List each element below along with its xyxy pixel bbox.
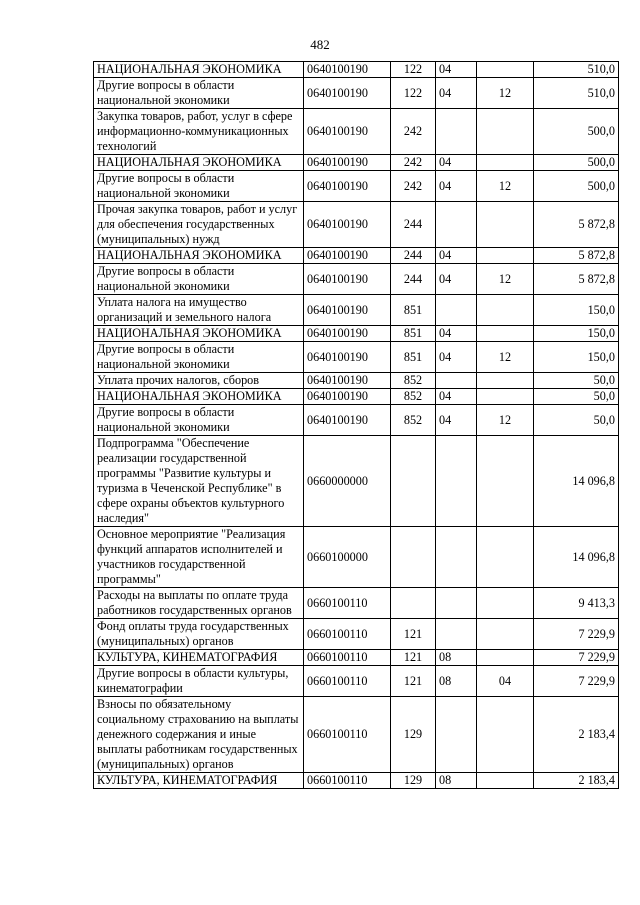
expense-type-cell: [391, 588, 436, 619]
row-name-cell: Основное мероприятие "Реализация функций аппаратов исполнителей и участников государственной программы": [94, 527, 304, 588]
row-name-cell: Другие вопросы в области культуры, кинематографии: [94, 666, 304, 697]
amount-cell: 14 096,8: [534, 527, 619, 588]
row-name-cell: Уплата налога на имущество организаций и земельного налога: [94, 295, 304, 326]
section-cell: [436, 295, 477, 326]
table-row: [94, 248, 619, 264]
amount-cell: 50,0: [534, 405, 619, 436]
target-code-cell: 0660100110: [304, 588, 391, 619]
section-cell: [436, 697, 477, 773]
table-row: [94, 666, 619, 697]
section-cell: 08: [436, 650, 477, 666]
amount-cell: 14 096,8: [534, 436, 619, 527]
table-row: [94, 373, 619, 389]
row-name-cell: Другие вопросы в области национальной экономики: [94, 264, 304, 295]
table-row: [94, 202, 619, 248]
table-row: [94, 295, 619, 326]
subsection-cell: [477, 588, 534, 619]
target-code-cell: 0640100190: [304, 405, 391, 436]
row-name-cell: НАЦИОНАЛЬНАЯ ЭКОНОМИКА: [94, 389, 304, 405]
row-name-cell: НАЦИОНАЛЬНАЯ ЭКОНОМИКА: [94, 248, 304, 264]
amount-cell: 150,0: [534, 295, 619, 326]
section-cell: 04: [436, 78, 477, 109]
amount-cell: 2 183,4: [534, 697, 619, 773]
expense-type-cell: 852: [391, 405, 436, 436]
row-name-cell: КУЛЬТУРА, КИНЕМАТОГРАФИЯ: [94, 773, 304, 789]
expense-type-cell: 244: [391, 202, 436, 248]
budget-table-body: [94, 62, 619, 789]
table-row: [94, 697, 619, 773]
section-cell: 04: [436, 171, 477, 202]
section-cell: 04: [436, 264, 477, 295]
amount-cell: 150,0: [534, 342, 619, 373]
subsection-cell: 12: [477, 78, 534, 109]
section-cell: 04: [436, 248, 477, 264]
row-name-cell: НАЦИОНАЛЬНАЯ ЭКОНОМИКА: [94, 62, 304, 78]
expense-type-cell: 851: [391, 295, 436, 326]
subsection-cell: [477, 389, 534, 405]
subsection-cell: 12: [477, 342, 534, 373]
amount-cell: 50,0: [534, 373, 619, 389]
expense-type-cell: 121: [391, 650, 436, 666]
target-code-cell: 0660100000: [304, 527, 391, 588]
expense-type-cell: 242: [391, 155, 436, 171]
target-code-cell: 0640100190: [304, 109, 391, 155]
table-row: [94, 264, 619, 295]
section-cell: 08: [436, 666, 477, 697]
row-name-cell: Другие вопросы в области национальной экономики: [94, 405, 304, 436]
section-cell: 04: [436, 405, 477, 436]
table-row: [94, 62, 619, 78]
budget-table: [93, 61, 619, 789]
table-row: [94, 78, 619, 109]
amount-cell: 510,0: [534, 78, 619, 109]
row-name-cell: Другие вопросы в области национальной экономики: [94, 78, 304, 109]
row-name-cell: Другие вопросы в области национальной экономики: [94, 171, 304, 202]
subsection-cell: [477, 373, 534, 389]
row-name-cell: Закупка товаров, работ, услуг в сфере информационно-коммуникационных технологий: [94, 109, 304, 155]
subsection-cell: [477, 436, 534, 527]
target-code-cell: 0640100190: [304, 326, 391, 342]
amount-cell: 7 229,9: [534, 619, 619, 650]
target-code-cell: 0640100190: [304, 373, 391, 389]
table-row: [94, 405, 619, 436]
subsection-cell: [477, 527, 534, 588]
section-cell: 04: [436, 62, 477, 78]
row-name-cell: Подпрограмма "Обеспечение реализации государственной программы "Развитие культуры и туризма в Чеченской Республике" в сфере охраны объектов культурного наследия": [94, 436, 304, 527]
expense-type-cell: 122: [391, 78, 436, 109]
section-cell: [436, 588, 477, 619]
target-code-cell: 0640100190: [304, 295, 391, 326]
amount-cell: 5 872,8: [534, 248, 619, 264]
table-row: [94, 389, 619, 405]
amount-cell: 500,0: [534, 109, 619, 155]
amount-cell: 5 872,8: [534, 264, 619, 295]
row-name-cell: Прочая закупка товаров, работ и услуг для обеспечения государственных (муниципальных) нужд: [94, 202, 304, 248]
target-code-cell: 0640100190: [304, 202, 391, 248]
subsection-cell: [477, 773, 534, 789]
amount-cell: 7 229,9: [534, 650, 619, 666]
row-name-cell: Взносы по обязательному социальному страхованию на выплаты денежного содержания и иные выплаты работникам государственных (муниципальных) органов: [94, 697, 304, 773]
table-row: [94, 650, 619, 666]
target-code-cell: 0640100190: [304, 78, 391, 109]
expense-type-cell: 852: [391, 389, 436, 405]
expense-type-cell: 242: [391, 171, 436, 202]
amount-cell: 7 229,9: [534, 666, 619, 697]
subsection-cell: [477, 295, 534, 326]
amount-cell: 150,0: [534, 326, 619, 342]
section-cell: [436, 373, 477, 389]
row-name-cell: КУЛЬТУРА, КИНЕМАТОГРАФИЯ: [94, 650, 304, 666]
subsection-cell: [477, 248, 534, 264]
table-row: [94, 342, 619, 373]
table-row: [94, 773, 619, 789]
target-code-cell: 0640100190: [304, 264, 391, 295]
expense-type-cell: 129: [391, 697, 436, 773]
page-number: 482: [310, 37, 330, 52]
section-cell: 04: [436, 326, 477, 342]
row-name-cell: НАЦИОНАЛЬНАЯ ЭКОНОМИКА: [94, 326, 304, 342]
target-code-cell: 0640100190: [304, 342, 391, 373]
target-code-cell: 0660100110: [304, 650, 391, 666]
row-name-cell: Расходы на выплаты по оплате труда работников государственных органов: [94, 588, 304, 619]
row-name-cell: НАЦИОНАЛЬНАЯ ЭКОНОМИКА: [94, 155, 304, 171]
expense-type-cell: 122: [391, 62, 436, 78]
section-cell: [436, 527, 477, 588]
amount-cell: 2 183,4: [534, 773, 619, 789]
subsection-cell: 12: [477, 264, 534, 295]
target-code-cell: 0640100190: [304, 389, 391, 405]
amount-cell: 9 413,3: [534, 588, 619, 619]
expense-type-cell: 851: [391, 342, 436, 373]
section-cell: 08: [436, 773, 477, 789]
amount-cell: 5 872,8: [534, 202, 619, 248]
expense-type-cell: 121: [391, 666, 436, 697]
subsection-cell: [477, 326, 534, 342]
table-row: [94, 109, 619, 155]
target-code-cell: 0640100190: [304, 62, 391, 78]
target-code-cell: 0640100190: [304, 155, 391, 171]
subsection-cell: [477, 62, 534, 78]
expense-type-cell: 851: [391, 326, 436, 342]
section-cell: [436, 202, 477, 248]
row-name-cell: Уплата прочих налогов, сборов: [94, 373, 304, 389]
amount-cell: 500,0: [534, 155, 619, 171]
target-code-cell: 0660100110: [304, 697, 391, 773]
section-cell: 04: [436, 342, 477, 373]
subsection-cell: [477, 109, 534, 155]
target-code-cell: 0660100110: [304, 773, 391, 789]
subsection-cell: [477, 697, 534, 773]
section-cell: 04: [436, 155, 477, 171]
amount-cell: 50,0: [534, 389, 619, 405]
target-code-cell: 0640100190: [304, 171, 391, 202]
subsection-cell: 12: [477, 405, 534, 436]
row-name-cell: Фонд оплаты труда государственных (муниципальных) органов: [94, 619, 304, 650]
expense-type-cell: [391, 527, 436, 588]
subsection-cell: [477, 155, 534, 171]
section-cell: 04: [436, 389, 477, 405]
subsection-cell: 12: [477, 171, 534, 202]
subsection-cell: [477, 650, 534, 666]
expense-type-cell: 852: [391, 373, 436, 389]
expense-type-cell: 244: [391, 248, 436, 264]
expense-type-cell: [391, 436, 436, 527]
target-code-cell: 0660100110: [304, 666, 391, 697]
subsection-cell: [477, 619, 534, 650]
target-code-cell: 0660000000: [304, 436, 391, 527]
subsection-cell: 04: [477, 666, 534, 697]
target-code-cell: 0640100190: [304, 248, 391, 264]
target-code-cell: 0660100110: [304, 619, 391, 650]
table-row: [94, 588, 619, 619]
subsection-cell: [477, 202, 534, 248]
table-row: [94, 619, 619, 650]
row-name-cell: Другие вопросы в области национальной экономики: [94, 342, 304, 373]
expense-type-cell: 244: [391, 264, 436, 295]
expense-type-cell: 121: [391, 619, 436, 650]
expense-type-cell: 242: [391, 109, 436, 155]
table-row: [94, 436, 619, 527]
section-cell: [436, 436, 477, 527]
section-cell: [436, 619, 477, 650]
section-cell: [436, 109, 477, 155]
table-row: [94, 527, 619, 588]
amount-cell: 500,0: [534, 171, 619, 202]
expense-type-cell: 129: [391, 773, 436, 789]
table-row: [94, 155, 619, 171]
table-row: [94, 326, 619, 342]
amount-cell: 510,0: [534, 62, 619, 78]
table-row: [94, 171, 619, 202]
